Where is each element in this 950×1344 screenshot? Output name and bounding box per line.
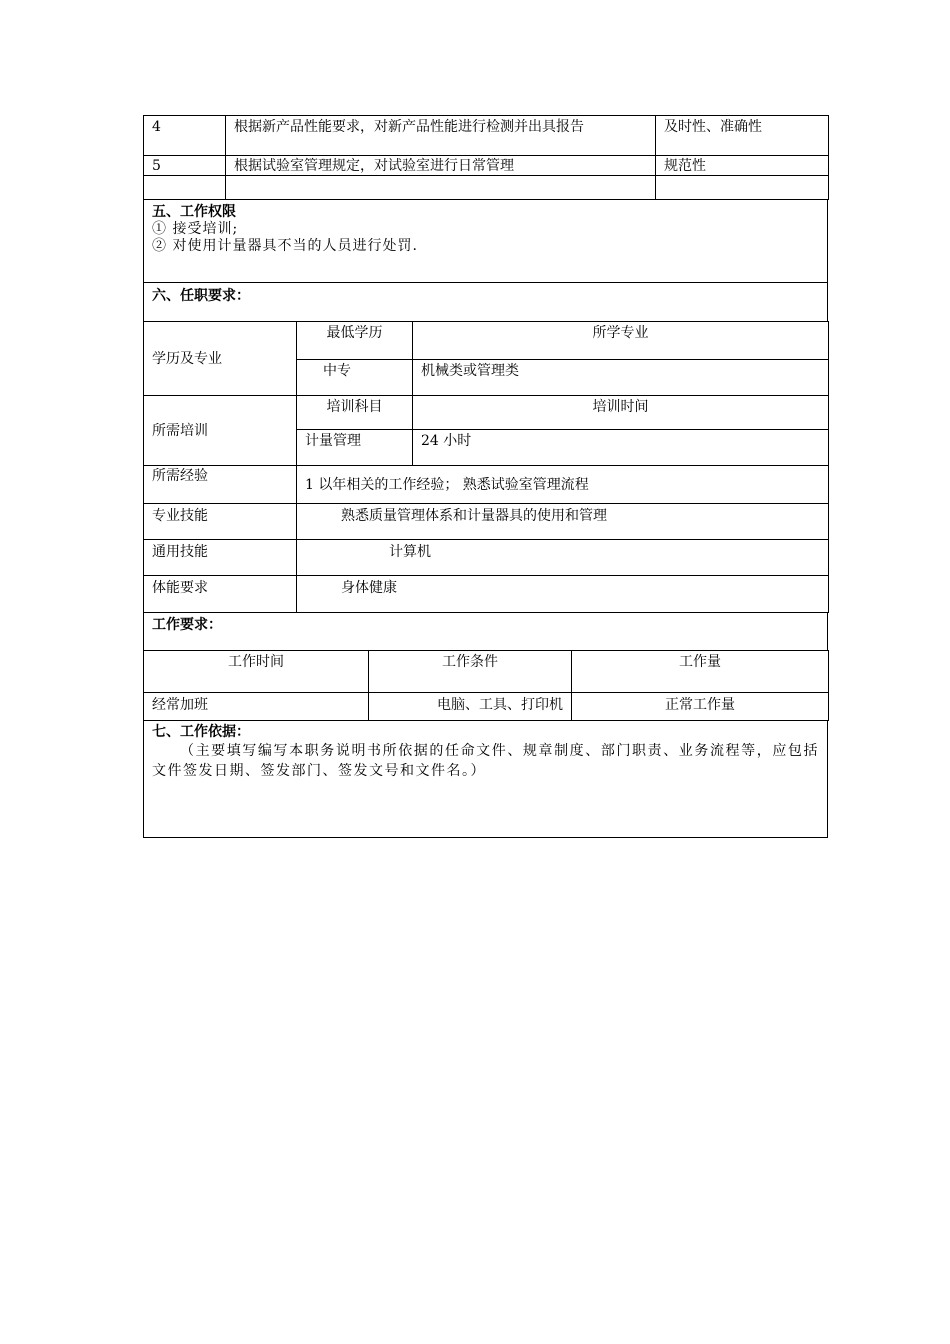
table-row bbox=[144, 540, 829, 576]
education-label: 学历及专业 bbox=[144, 322, 297, 396]
work-basis-body: （主要填写编写本职务说明书所依据的任命文件、规章制度、部门职责、业务流程等，应包括文件签发日期、签发部门、签发文号和文件名。） bbox=[152, 743, 819, 779]
duty-standard: 规范性 bbox=[656, 156, 829, 176]
section-title: 五、工作权限 bbox=[152, 204, 236, 220]
general-skill-value: 计算机 bbox=[297, 540, 829, 576]
duty-number bbox=[144, 176, 226, 200]
duty-description: 根据新产品性能要求，对新产品性能进行检测并出具报告 bbox=[226, 116, 656, 156]
education-value bbox=[413, 360, 829, 396]
workload-value: 正常工作量 bbox=[572, 693, 829, 721]
training-header: 培训科目 bbox=[297, 396, 413, 430]
work-requirements-table bbox=[143, 650, 829, 721]
table-row bbox=[144, 116, 829, 156]
skill-label: 专业技能 bbox=[144, 504, 297, 540]
table-row bbox=[144, 466, 829, 504]
table-row bbox=[144, 651, 829, 693]
experience-label: 所需经验 bbox=[144, 466, 297, 504]
requirements-table bbox=[143, 321, 829, 613]
table-row bbox=[144, 156, 829, 176]
work-basis-section bbox=[143, 721, 828, 838]
duty-standard: 及时性、准确性 bbox=[656, 116, 829, 156]
duty-description bbox=[226, 176, 656, 200]
table-row bbox=[144, 176, 829, 200]
training-label: 所需培训 bbox=[144, 396, 297, 466]
physical-label: 体能要求 bbox=[144, 576, 297, 613]
general-skill-label: 通用技能 bbox=[144, 540, 297, 576]
education-value bbox=[297, 360, 413, 396]
section-title: 工作要求： bbox=[152, 617, 222, 633]
education-header: 最低学历 bbox=[297, 322, 413, 360]
skill-value: 熟悉质量管理体系和计量器具的使用和管理 bbox=[297, 504, 829, 540]
section-title: 七、工作依据： bbox=[152, 724, 250, 740]
table-row bbox=[144, 576, 829, 613]
table-row bbox=[144, 396, 829, 430]
duty-standard bbox=[656, 176, 829, 200]
workload-header: 工作量 bbox=[572, 651, 829, 693]
work-requirements-title-row bbox=[143, 613, 828, 651]
training-time: 24 小时 bbox=[413, 430, 829, 466]
job-description-sheet bbox=[143, 115, 828, 838]
table-row bbox=[144, 504, 829, 540]
requirements-title-row bbox=[143, 283, 828, 322]
authority-section bbox=[143, 200, 828, 283]
work-time-value: 经常加班 bbox=[144, 693, 369, 721]
work-condition-value: 电脑、工具、打印机 bbox=[369, 693, 572, 721]
experience-value: 1 以年相关的工作经验； 熟悉试验室管理流程 bbox=[297, 466, 829, 504]
work-condition-header: 工作条件 bbox=[369, 651, 572, 693]
duty-description: 根据试验室管理规定，对试验室进行日常管理 bbox=[226, 156, 656, 176]
duties-table bbox=[143, 115, 829, 200]
training-header: 培训时间 bbox=[413, 396, 829, 430]
authority-item: ① 接受培训; bbox=[152, 221, 239, 237]
physical-value: 身体健康 bbox=[297, 576, 829, 613]
table-row bbox=[144, 322, 829, 360]
major: 机械类或管理类 bbox=[421, 363, 519, 379]
min-degree: 中专 bbox=[323, 363, 351, 379]
section-title: 六、任职要求： bbox=[152, 288, 250, 304]
training-subject: 计量管理 bbox=[297, 430, 413, 466]
table-row bbox=[144, 693, 829, 721]
education-header: 所学专业 bbox=[413, 322, 829, 360]
duty-number: 5 bbox=[144, 156, 226, 176]
authority-item: ② 对使用计量器具不当的人员进行处罚. bbox=[152, 238, 418, 254]
duty-number: 4 bbox=[144, 116, 226, 156]
work-time-header: 工作时间 bbox=[144, 651, 369, 693]
